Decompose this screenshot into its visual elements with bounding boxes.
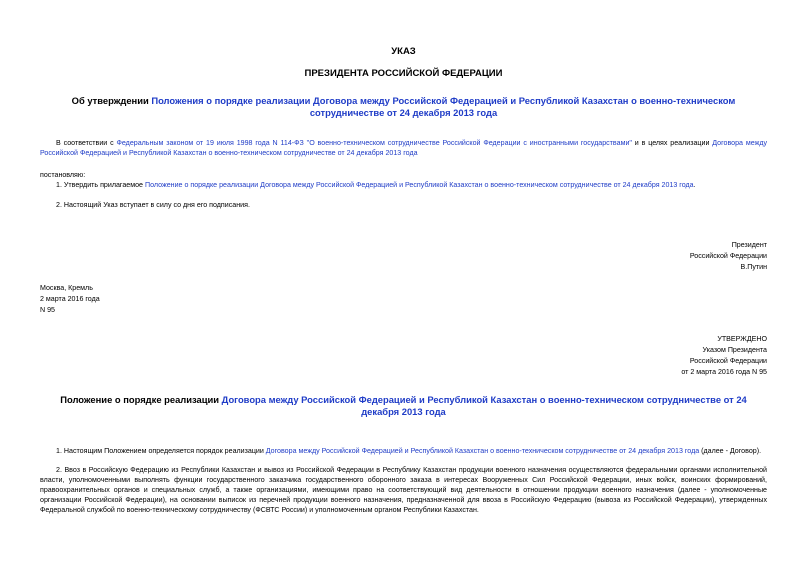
regulation-link[interactable]: Положение о порядке реализации Договора между Российской Федерацией и Республикой Казахстан о военно-техническом сотрудничестве от 24 декабря 2013 года xyxy=(144,181,694,189)
approved-date: от 2 марта 2016 года N 95 xyxy=(681,368,767,376)
regulation-title-link[interactable]: Договора между Российской Федерацией и Республикой Казахстан о военно-техническом сотрудничестве от 24 декабря 2013 года xyxy=(221,394,747,417)
section-paragraph-1-text: 1. Настоящим Положением определяется порядок реализации xyxy=(56,447,266,455)
president-heading: ПРЕЗИДЕНТА РОССИЙСКОЙ ФЕДЕРАЦИИ xyxy=(304,68,503,79)
regulation-title-prefix: Положение о порядке реализации xyxy=(60,394,222,405)
signature-name: В.Путин xyxy=(740,263,767,271)
approval-stamp xyxy=(681,334,767,378)
decree-number: N 95 xyxy=(40,306,55,314)
section-treaty-link[interactable]: Договора между Российской Федерацией и Республикой Казахстан о военно-техническом сотрудничестве от 24 декабря 2013 года xyxy=(265,447,700,455)
place-date-block xyxy=(40,283,100,316)
item-1-end: . xyxy=(693,181,696,189)
place-name: Москва, Кремль xyxy=(40,284,93,292)
intro-paragraph xyxy=(40,138,767,158)
decree-heading: УКАЗ xyxy=(391,46,416,57)
regulation-title xyxy=(40,394,767,418)
approved-label: УТВЕРЖДЕНО xyxy=(717,335,767,343)
intro-text-2: и в целях реализации xyxy=(631,139,713,147)
decree-title-link[interactable]: Положения о порядке реализации Договора между Российской Федерацией и Республикой Казахстан о военно-техническом сотрудничестве от 24 декабря 2013 года xyxy=(151,95,736,118)
item-1 xyxy=(56,180,696,190)
section-paragraph-1-end: (далее - Договор). xyxy=(699,447,762,455)
item-1-text: 1. Утвердить прилагаемое xyxy=(56,181,145,189)
treaty-link[interactable]: Договора между Российской Федерацией и Республикой Казахстан о военно-техническом сотрудничестве от 24 декабря 2013 года xyxy=(40,139,768,157)
section-paragraph-1 xyxy=(40,446,767,456)
approved-country: Российской Федерации xyxy=(689,357,767,365)
decree-date: 2 марта 2016 года xyxy=(40,295,100,303)
intro-text-1: В соответствии с xyxy=(56,139,117,147)
signature-block xyxy=(690,240,767,273)
federal-law-link[interactable]: Федеральным законом от 19 июля 1998 года N 114-ФЗ "О военно-техническом сотрудничестве Российской Федерации с иностранными государствами" xyxy=(116,139,632,147)
signature-country: Российской Федерации xyxy=(689,252,767,260)
approved-by: Указом Президента xyxy=(702,346,767,354)
postanovlyayu-text: постановляю: xyxy=(40,171,86,179)
signature-title: Президент xyxy=(731,241,767,249)
section-paragraph-2: 2. Ввоз в Российскую Федерацию из Республики Казахстан и вывоз из Российской Федерации в Республику Казахстан продукции военного назначения осуществляются федеральными органами исполнительной власти, уполномоченными выполнять функции государственного заказчика государственного оборонного заказа в интересах Вооруженных Сил Российской Федерации, иных войск, воинских формирований, правоохранительных органов и специальных служб, а также организациями, имеющими право на соответствующий вид деятельности в отношении продукции военного назначения (далее - уполномоченные организации Российской Федерации), на основании выписок из перечней продукции военного назначения, предназначенной для ввоза в Российскую Федерацию (вывоза из Российской Федерации), утвержденных Федеральной службой по военно-техническому сотрудничеству (ФСВТС России) и уполномоченным органом Республики Казахстан. xyxy=(40,466,767,514)
decree-title xyxy=(40,95,767,119)
decree-title-prefix: Об утверждении xyxy=(71,95,152,106)
item-2: 2. Настоящий Указ вступает в силу со дня его подписания. xyxy=(56,201,250,209)
